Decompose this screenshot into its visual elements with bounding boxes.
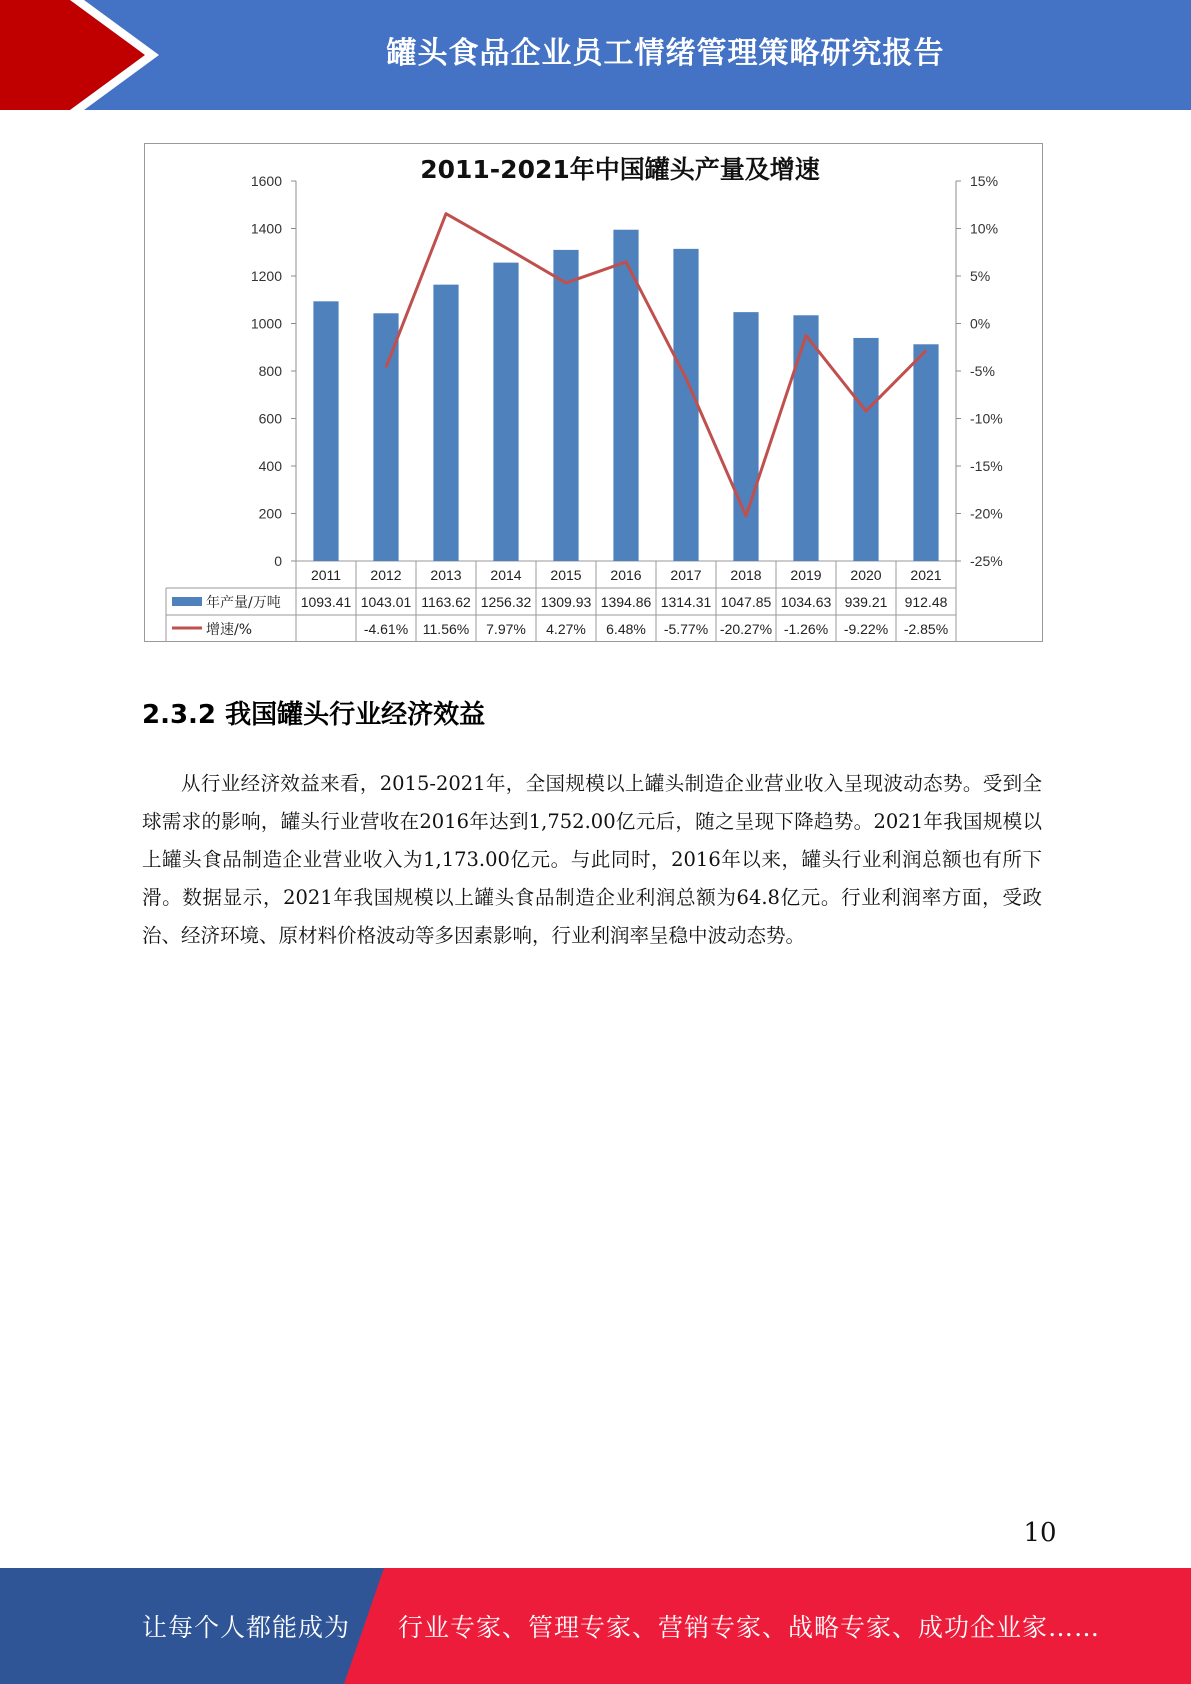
section-heading: 2.3.2 我国罐头行业经济效益	[142, 700, 486, 730]
data-label-production: 1256.32	[480, 594, 532, 610]
bar	[673, 249, 698, 561]
left-axis-tick-label: 0	[274, 553, 282, 569]
legend-key-production	[172, 597, 202, 606]
x-axis-tick-label: 2011	[310, 567, 342, 583]
bar	[493, 263, 518, 561]
growth-rate-point	[926, 350, 927, 351]
section-paragraph: 从行业经济效益来看，2015-2021年，全国规模以上罐头制造企业营业收入呈现波动态势。受到全球需求的影响，罐头行业营收在2016年达到1,752.00亿元后，随之呈现下降趋势。2021年我国规模以上罐头食品制造企业营业收入为1,173.00亿元。与此同时，2016年以来，罐头行业利润总额也有所下滑。数据显示，2021年我国规模以上罐头食品制造企业利润总额为64.8亿元。行业利润率方面，受政治、经济环境、原材料价格波动等多因素影响，行业利润率呈稳中波动态势。	[142, 772, 1042, 947]
growth-rate-point	[806, 335, 807, 336]
x-axis-tick-label: 2012	[370, 567, 402, 583]
bar	[793, 315, 818, 561]
data-label-growth: -9.22%	[843, 621, 889, 637]
data-label-growth: 4.27%	[546, 621, 586, 637]
bar	[313, 301, 338, 561]
data-label-production: 1314.31	[660, 594, 712, 610]
growth-rate-point	[746, 516, 747, 517]
left-axis-tick-label: 200	[258, 505, 282, 522]
left-axis-tick-label: 1200	[250, 268, 282, 284]
legend-label-growth: 增速/%	[206, 622, 253, 638]
footer-slogan: 让每个人都能成为	[142, 1613, 351, 1642]
x-axis-tick-label: 2020	[850, 567, 882, 583]
data-label-production: 1043.01	[360, 594, 412, 610]
x-axis-tick-label: 2017	[670, 567, 702, 583]
data-label-production: 1093.41	[300, 594, 352, 610]
growth-rate-line	[386, 214, 926, 516]
data-label-production: 1309.93	[540, 594, 592, 610]
data-label-growth: 6.48%	[606, 621, 646, 637]
growth-rate-point	[446, 213, 447, 214]
production-chart	[144, 143, 1043, 642]
left-axis-tick-label: 600	[258, 410, 282, 427]
right-axis-tick-label: -5%	[970, 363, 995, 379]
x-axis-tick-label: 2016	[610, 567, 642, 583]
bar	[553, 250, 578, 561]
page-number: 10	[1023, 1518, 1057, 1548]
header-arrow-decoration	[0, 0, 160, 110]
right-axis-tick-label: -10%	[970, 410, 1003, 427]
data-label-production: 1034.63	[780, 594, 832, 610]
growth-rate-point	[626, 261, 627, 262]
data-label-production: 1163.62	[421, 594, 471, 610]
x-axis-tick-label: 2015	[550, 567, 582, 583]
right-axis-tick-label: 0%	[970, 315, 991, 332]
right-axis-tick-label: -15%	[970, 458, 1003, 474]
left-axis-tick-label: 1400	[250, 220, 282, 237]
bar	[433, 285, 458, 561]
right-axis-tick-label: 15%	[970, 173, 999, 189]
data-label-growth: -4.61%	[363, 621, 409, 637]
chart-title: 2011-2021年中国罐头产量及增速	[420, 155, 820, 184]
x-axis-tick-label: 2014	[490, 567, 522, 583]
right-axis-tick-label: -20%	[970, 505, 1003, 522]
page-footer	[0, 1568, 1191, 1684]
x-axis-tick-label: 2019	[790, 567, 822, 583]
legend-label-production: 年产量/万吨	[206, 595, 281, 611]
bar	[913, 344, 938, 561]
right-axis-tick-label: 5%	[970, 268, 991, 284]
bar	[733, 312, 758, 561]
chart-canvas	[145, 144, 1042, 641]
data-label-production: 1047.85	[720, 594, 772, 610]
bar	[373, 313, 398, 561]
growth-rate-point	[686, 378, 687, 379]
left-axis-tick-label: 800	[258, 363, 282, 379]
right-axis-tick-label: 10%	[970, 220, 999, 237]
growth-rate-point	[386, 367, 387, 368]
data-label-growth: -20.27%	[719, 621, 773, 637]
growth-rate-point	[506, 247, 507, 248]
data-label-growth: -5.77%	[663, 621, 709, 637]
page-header	[0, 0, 1191, 110]
left-axis-tick-label: 1600	[250, 173, 282, 189]
data-label-growth: -2.85%	[903, 621, 949, 637]
data-label-production: 912.48	[904, 594, 948, 610]
data-label-production: 1394.86	[600, 594, 652, 610]
right-axis-tick-label: -25%	[970, 553, 1003, 569]
data-label-production: 939.21	[844, 594, 888, 610]
x-axis-tick-label: 2013	[430, 567, 462, 583]
left-axis-tick-label: 1000	[250, 315, 282, 332]
data-label-growth: -1.26%	[783, 621, 829, 637]
data-label-growth: 11.56%	[422, 621, 470, 637]
data-label-growth: 7.97%	[486, 621, 526, 637]
left-axis-tick-label: 400	[258, 458, 282, 474]
document-title: 罐头食品企业员工情绪管理策略研究报告	[386, 36, 945, 71]
bar	[853, 338, 878, 561]
growth-rate-point	[866, 411, 867, 412]
footer-roles: 行业专家、管理专家、营销专家、战略专家、成功企业家……	[398, 1613, 1101, 1642]
x-axis-tick-label: 2018	[730, 567, 762, 583]
growth-rate-point	[566, 282, 567, 283]
x-axis-tick-label: 2021	[910, 567, 942, 583]
